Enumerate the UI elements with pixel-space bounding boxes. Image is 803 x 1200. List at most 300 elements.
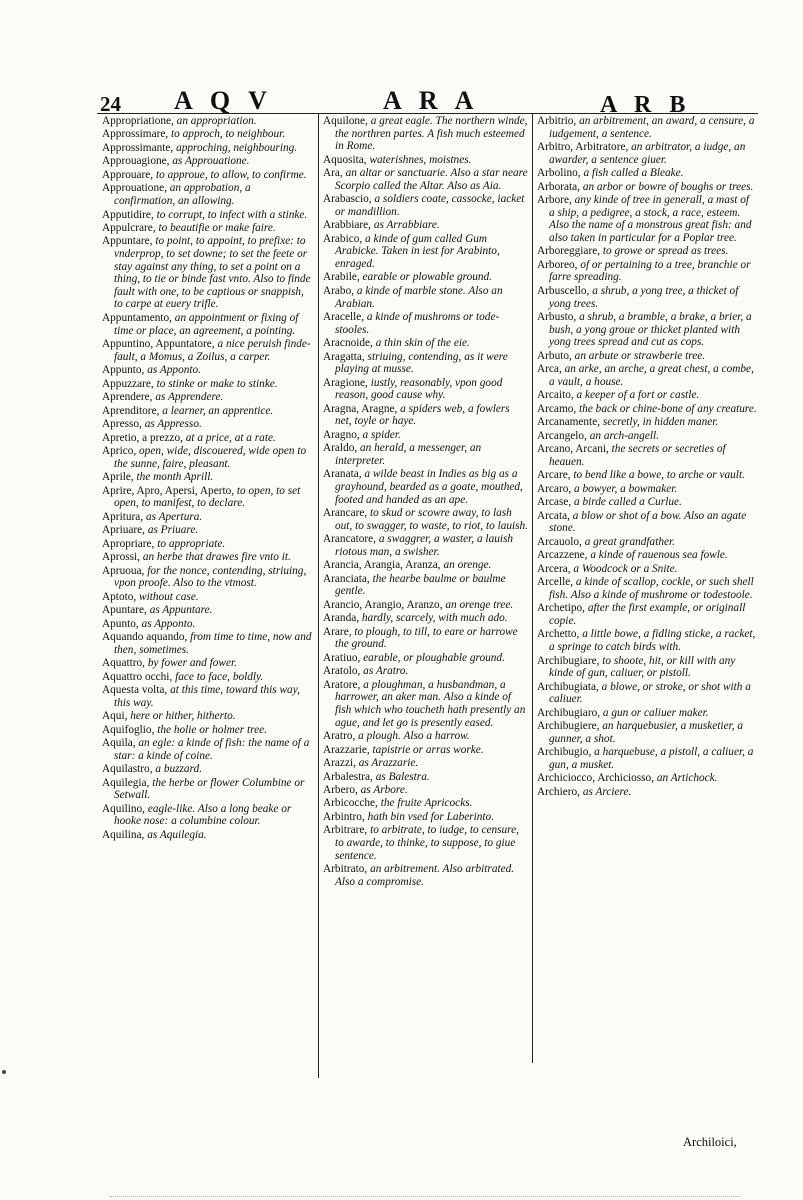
- definition: as Apponto.: [141, 617, 196, 630]
- headword: Arcanamente,: [537, 416, 601, 429]
- headword: Arcaito,: [537, 389, 574, 402]
- definition: as Arrabbiare.: [373, 219, 440, 232]
- definition: to plough, to till, to eare or harrowe the ground.: [335, 625, 518, 651]
- definition: as Apertura.: [145, 510, 203, 523]
- definition: after the first example, or originall copie.: [549, 602, 746, 627]
- definition: an harquebusier, a musketier, a gunner, a shot.: [549, 720, 744, 745]
- dictionary-entry: [102, 128, 314, 141]
- column-divider-2: [532, 113, 533, 1063]
- dictionary-entry: [323, 757, 528, 770]
- headword: Aragna, Aragne,: [323, 402, 398, 415]
- definition: hardly, scarcely, with much ado.: [361, 612, 508, 625]
- headword: Apropriare,: [102, 537, 155, 550]
- definition: to growe or spread as trees.: [602, 245, 729, 258]
- dictionary-entry: [537, 245, 757, 258]
- column-divider-1: [318, 113, 319, 1078]
- dictionary-entry: [102, 142, 314, 155]
- headword: Archibugiaro,: [537, 706, 601, 719]
- definition: a shrub, a bramble, a brake, a brier, a bush, a yong groue or thicket planted with yong trees spread and cut as cops.: [549, 311, 752, 349]
- dictionary-entry: [323, 154, 528, 167]
- dictionary-entry: [102, 378, 314, 391]
- headword: Arcase,: [537, 496, 572, 509]
- dictionary-entry: [102, 803, 314, 828]
- headword: Arbitrato,: [323, 863, 368, 876]
- dictionary-entry: [102, 418, 314, 431]
- definition: approching, neighbouring.: [176, 141, 298, 154]
- definition: a soldiers coate, cassocke, iacket or mandillion.: [335, 193, 525, 218]
- definition: a kinde of scallop, cockle, or such shell fish. Also a kinde of mushrome or todestoole.: [549, 576, 754, 601]
- definition: here or hither, hitherto.: [130, 710, 236, 723]
- definition: to open, to set open, to manifest, to declare.: [114, 484, 301, 510]
- headword: Arazzarie,: [323, 743, 370, 756]
- headword: Aragione,: [323, 376, 368, 389]
- definition: iustly, reasonably, vpon good reason, good cause why.: [335, 376, 503, 402]
- definition: a great eagle. The northern winde, the northren partes. A fish much esteemed in Rome.: [335, 115, 528, 153]
- dictionary-entry: [537, 194, 757, 244]
- definition: secretly, in hidden maner.: [602, 416, 719, 429]
- headword: Aracelle,: [323, 311, 365, 324]
- headword: Approssimare,: [102, 128, 169, 141]
- headword: Archetto,: [537, 628, 580, 641]
- definition: at this time, toward this way, this way.: [114, 684, 300, 709]
- dictionary-entry: [102, 684, 314, 709]
- dictionary-entry: [323, 115, 528, 153]
- definition: a gun or caliuer maker.: [602, 706, 709, 719]
- dictionary-entry: [102, 565, 314, 590]
- headword: Arbintro,: [323, 810, 365, 823]
- catchword: Archiloici,: [683, 1135, 737, 1149]
- headword: Arboreo,: [537, 258, 578, 271]
- definition: a blowe, or stroke, or shot with a caliuer.: [549, 680, 751, 706]
- dictionary-entry: [102, 338, 314, 363]
- headword: Approuatione,: [102, 182, 167, 195]
- dictionary-entry: [102, 763, 314, 776]
- dictionary-entry: [537, 496, 757, 509]
- headword: Apuntare,: [102, 604, 147, 617]
- definition: a swaggrer, a waster, a lauish riotous man, a swisher.: [335, 533, 514, 558]
- headword: Arbero,: [323, 784, 358, 796]
- headword: Arabbiare,: [323, 219, 371, 232]
- dictionary-entry: [102, 312, 314, 337]
- headword: Arbusto,: [537, 311, 577, 324]
- dictionary-entry: [537, 720, 757, 745]
- definition: as Arbore.: [360, 784, 408, 796]
- headword: Aragatta,: [323, 350, 365, 363]
- definition: a learner, an apprentice.: [162, 404, 274, 417]
- headword: Arborata,: [537, 180, 580, 193]
- headword: Aprico,: [102, 444, 137, 457]
- headword: Arcata,: [537, 509, 570, 522]
- headword: Archibugiata,: [537, 680, 599, 693]
- headword: Arbicocche,: [323, 797, 378, 810]
- dictionary-entry: [102, 471, 314, 484]
- dictionary-entry: [102, 169, 314, 182]
- definition: earable or plowable ground.: [362, 271, 493, 284]
- dictionary-entry: [323, 784, 528, 797]
- headword: Arancatore,: [323, 533, 376, 546]
- definition: by fower and fower.: [147, 657, 237, 670]
- headword: Aratore,: [323, 678, 361, 691]
- dictionary-entry: [102, 182, 314, 207]
- definition: a ploughman, a husbandman, a harrower, an aker man. Also a kinde of fish which who toucheth hath presently an ague, and let go is presently eased.: [335, 678, 526, 729]
- definition: a bowyer, a bowmaker.: [574, 482, 678, 495]
- dictionary-entry: [537, 549, 757, 562]
- headword: Apruoua,: [102, 564, 145, 577]
- headword: Aquifoglio,: [102, 723, 155, 736]
- dictionary-entry: [537, 389, 757, 402]
- headword: Archibugiare,: [537, 654, 600, 667]
- dictionary-entry: [537, 181, 757, 194]
- dictionary-entry: [102, 115, 314, 128]
- definition: waterishnes, moistnes.: [369, 153, 472, 166]
- headword: Arare,: [323, 625, 352, 638]
- dictionary-entry: [323, 730, 528, 743]
- definition: a thin skin of the eie.: [375, 337, 470, 350]
- headword: Arcera,: [537, 562, 571, 575]
- definition: to skud or scowre away, to lash out, to swagger, to waste, to riot, to lauish.: [335, 507, 529, 532]
- dictionary-entry: [537, 416, 757, 429]
- headword: Aprenditore,: [102, 404, 160, 417]
- page-number: 24: [100, 92, 121, 116]
- definition: open, wide, discouered, wide open to the sunne, faire, pleasant.: [114, 444, 307, 470]
- dictionary-entry: [537, 655, 757, 680]
- dictionary-entry: [537, 285, 757, 310]
- dictionary-entry: [537, 628, 757, 653]
- headword: Arcano, Arcani,: [537, 443, 609, 456]
- dictionary-entry: [323, 337, 528, 350]
- dictionary-entry: [102, 524, 314, 537]
- headword: Arabico,: [323, 232, 363, 245]
- headword: Appunto,: [102, 364, 145, 377]
- definition: as Aquilegia.: [147, 828, 207, 841]
- headword: Arancio, Arangio, Aranzo,: [323, 598, 443, 611]
- definition: an arbor or bowre of boughs or trees.: [582, 180, 754, 193]
- running-header: [0, 86, 803, 116]
- headword: Arcauolo,: [537, 535, 582, 548]
- dictionary-entry: [102, 538, 314, 551]
- headword: Arcamo,: [537, 402, 577, 415]
- dictionary-entry: [323, 652, 528, 665]
- definition: a keeper of a fort or castle.: [576, 389, 700, 402]
- headword: Appuzzare,: [102, 377, 154, 390]
- headword: Aprile,: [102, 471, 134, 484]
- headword: Aquila,: [102, 737, 136, 750]
- definition: an herald, a messenger, an interpreter.: [335, 442, 482, 467]
- dictionary-entry: [323, 193, 528, 218]
- definition: hath bin vsed for Laberinto.: [367, 810, 495, 823]
- headword: Aracnoide,: [323, 337, 373, 350]
- dictionary-entry: [102, 222, 314, 235]
- headword: Aquattro,: [102, 657, 145, 670]
- headword: Aratiuo,: [323, 651, 361, 664]
- dictionary-entry: [323, 429, 528, 442]
- headword: Araldo,: [323, 442, 358, 455]
- headword: Archiero,: [537, 785, 580, 798]
- headword: Arbitrio,: [537, 115, 577, 127]
- definition: as Arazzarie.: [358, 757, 419, 770]
- column-middle: [323, 115, 528, 889]
- headword: Archetipo,: [537, 602, 585, 615]
- headword: Approuare,: [102, 168, 154, 181]
- headword: Aquosita,: [323, 153, 367, 166]
- definition: a Woodcock or a Snite.: [573, 562, 678, 575]
- headword: Arbuscello,: [537, 284, 590, 297]
- headword: Arazzi,: [323, 757, 356, 770]
- headword: Arbitro, Arbitratore,: [537, 141, 629, 154]
- definition: a kinde of gum called Gum Arabicke. Taken in iest for Arabinto, enraged.: [335, 232, 500, 270]
- headword: Arabascio,: [323, 193, 372, 206]
- headword: Apputidire,: [102, 208, 154, 221]
- headword: Aranda,: [323, 612, 360, 625]
- headword: Archiciocco, Archiciosso,: [537, 772, 655, 785]
- headword: Arabile,: [323, 271, 360, 284]
- dictionary-entry: [102, 432, 314, 445]
- dictionary-entry: [323, 468, 528, 506]
- definition: the herbe or flower Columbine or Setwall.: [114, 776, 305, 802]
- dictionary-entry: [102, 671, 314, 684]
- dictionary-entry: [323, 403, 528, 428]
- definition: as Appuntare.: [149, 604, 213, 617]
- definition: as Apponto.: [147, 364, 201, 377]
- dictionary-entry: [323, 863, 528, 888]
- dictionary-entry: [537, 141, 757, 166]
- definition: a wilde beast in Indies as big as a grayhound, bearded as a goate, mouthed, footed and handed as an ape.: [335, 468, 523, 506]
- dictionary-entry: [102, 829, 314, 842]
- definition: face to face, boldly.: [175, 670, 264, 683]
- dictionary-entry: [102, 631, 314, 656]
- footer-line: [110, 1196, 740, 1197]
- headword: Arbore,: [537, 194, 572, 207]
- definition: a harquebuse, a pistoll, a caliuer, a gun, a musket.: [549, 746, 754, 771]
- dictionary-entry: [537, 536, 757, 549]
- dictionary-entry: [537, 350, 757, 363]
- dictionary-entry: [323, 559, 528, 572]
- headword: Aquilino,: [102, 802, 145, 815]
- definition: as Arciere.: [582, 785, 632, 798]
- headword: Appropriatione,: [102, 115, 174, 127]
- definition: of or pertaining to a tree, branchie or farre spreading.: [549, 258, 751, 284]
- dictionary-entry: [102, 155, 314, 168]
- definition: a buzzard.: [155, 763, 203, 776]
- headword: Aquando aquando,: [102, 631, 188, 644]
- dictionary-entry: [323, 285, 528, 310]
- definition: a blow or shot of a bow. Also an agate stone.: [549, 509, 747, 535]
- headword: Arcaro,: [537, 482, 572, 495]
- headword: Arboreggiare,: [537, 245, 601, 258]
- dictionary-entry: [537, 443, 757, 468]
- definition: a kinde of marble stone. Also an Arabian.: [335, 284, 503, 310]
- headword: Arbitrare,: [323, 824, 368, 837]
- dictionary-entry: [323, 442, 528, 467]
- definition: for the nonce, contending, striuing, vpon proofe. Also to the vtmost.: [114, 564, 307, 590]
- dictionary-entry: [537, 707, 757, 720]
- definition: an orenge tree.: [445, 598, 514, 611]
- headword: Arancia, Arangia, Aranza,: [323, 559, 441, 572]
- dictionary-entry: [537, 602, 757, 627]
- dictionary-entry: [323, 599, 528, 612]
- headword: Arcare,: [537, 469, 571, 482]
- definition: to stinke or make to stinke.: [156, 377, 278, 390]
- definition: an appropriation.: [176, 115, 257, 127]
- definition: to approch, to neighbour.: [171, 128, 286, 141]
- dictionary-entry: [323, 612, 528, 625]
- definition: the back or chine-bone of any creature.: [579, 402, 757, 415]
- dictionary-entry: [102, 485, 314, 510]
- dictionary-entry: [537, 115, 757, 140]
- definition: an arke, an arche, a great chest, a combe, a vault, a house.: [549, 363, 754, 388]
- dictionary-entry: [102, 657, 314, 670]
- definition: a plough. Also a harrow.: [358, 730, 470, 743]
- dictionary-entry: [537, 403, 757, 416]
- headword: Aratro,: [323, 730, 356, 743]
- definition: to arbitrate, to iudge, to censure, to awarde, to thinke, to suppose, to giue sentence.: [335, 824, 519, 862]
- headword: Appuntamento,: [102, 311, 172, 324]
- definition: an arbitrement. Also arbitrated. Also a compromise.: [335, 863, 515, 888]
- dictionary-entry: [323, 824, 528, 862]
- definition: from time to time, now and then, sometimes.: [114, 631, 312, 656]
- dictionary-entry: [323, 573, 528, 598]
- definition: an altar or sanctuarie. Also a star neare Scorpio called the Altar. Also as Aia.: [335, 167, 528, 192]
- headword: Ara,: [323, 167, 343, 180]
- dictionary-entry: [102, 591, 314, 604]
- definition: to appropriate.: [157, 537, 226, 550]
- headword: Arabo,: [323, 284, 355, 297]
- definition: earable, or ploughable ground.: [363, 651, 505, 664]
- definition: a birde called a Curlue.: [574, 496, 682, 509]
- dictionary-entry: [323, 233, 528, 271]
- dictionary-entry: [323, 811, 528, 824]
- dictionary-entry: [102, 551, 314, 564]
- headword: Aratolo,: [323, 665, 361, 678]
- definition: a great grandfather.: [584, 535, 675, 548]
- definition: a kinde of rauenous sea fowle.: [590, 549, 728, 562]
- definition: to shoote, hit, or kill with any kinde of gun, caliuer, or pistoll.: [549, 654, 736, 680]
- dictionary-entry: [537, 363, 757, 388]
- definition: as Appresso.: [144, 418, 202, 431]
- headword: Aquilina,: [102, 828, 145, 841]
- headword: Arca,: [537, 363, 562, 376]
- headword: Archibugio,: [537, 746, 592, 759]
- definition: striuing, contending, as it were playing at musse.: [335, 350, 508, 376]
- definition: an arbute or strawberie tree.: [574, 349, 706, 362]
- headword: Appuntare,: [102, 235, 153, 248]
- definition: to corrupt, to infect with a stinke.: [156, 208, 308, 221]
- headword: Aqui,: [102, 710, 128, 723]
- dictionary-entry: [102, 364, 314, 377]
- column-heading-1: A Q V: [174, 86, 273, 115]
- headword: Apretio, a prezzo,: [102, 431, 183, 444]
- definition: to bend like a bowe, to arche or vault.: [573, 469, 745, 482]
- definition: without case.: [139, 590, 199, 603]
- headword: Aprossi,: [102, 551, 140, 564]
- dictionary-entry: [537, 786, 757, 799]
- headword: Aquilastro,: [102, 763, 153, 776]
- definition: the secrets or secreties of heauen.: [549, 443, 726, 468]
- dictionary-entry: [537, 167, 757, 180]
- definition: the fruite Apricocks.: [380, 797, 473, 810]
- dictionary-entry: [102, 209, 314, 222]
- definition: as Balestra.: [375, 770, 430, 783]
- column-heading-3: A R B: [600, 92, 692, 118]
- headword: Apriuare,: [102, 524, 145, 537]
- definition: tapistrie or arras worke.: [372, 743, 484, 756]
- dictionary-entry: [537, 510, 757, 535]
- definition: as Priuare.: [147, 524, 199, 537]
- dictionary-entry: [537, 430, 757, 443]
- definition: an Artichock.: [656, 772, 718, 785]
- definition: a spider.: [362, 428, 401, 441]
- definition: an arbitrement, an award, a censure, a iudgement, a sentence.: [549, 115, 755, 140]
- definition: to point, to appoint, to prefixe: to vnderprop, to set downe; to set the feete or stay against any thing, to set a point on a thing, to tie or binde fast vnto. Also to finde fault with one, to be captious or snappish, to carpe at euery trifle.: [114, 235, 311, 311]
- dictionary-entry: [323, 219, 528, 232]
- dictionary-entry: [102, 391, 314, 404]
- definition: a nice peruish finde-fault, a Momus, a Zoilus, a carper.: [114, 338, 311, 363]
- dictionary-entry: [537, 483, 757, 496]
- dictionary-entry: [102, 235, 314, 311]
- headword: Arcelle,: [537, 576, 574, 589]
- headword: Approssimante,: [102, 141, 174, 154]
- headword: Aquattro occhi,: [102, 670, 173, 683]
- dictionary-entry: [537, 469, 757, 482]
- dictionary-entry: [323, 271, 528, 284]
- column-heading-2: A R A: [383, 86, 480, 115]
- definition: a fish called a Bleake.: [583, 167, 684, 180]
- dictionary-entry: [537, 576, 757, 601]
- header-rule: [97, 113, 758, 114]
- definition: an egle: a kinde of fish: the name of a star: a kinde of coine.: [114, 737, 310, 762]
- column-left: [102, 115, 314, 842]
- definition: the hearbe baulme or baulme gentle.: [335, 572, 506, 598]
- headword: Aprire, Apro, Apersi, Aperto,: [102, 484, 235, 497]
- headword: Aquilegia,: [102, 776, 150, 789]
- dictionary-entry: [102, 604, 314, 617]
- headword: Aquesta volta,: [102, 684, 168, 697]
- dictionary-entry: [102, 724, 314, 737]
- dictionary-entry: [323, 533, 528, 558]
- headword: Appuntino, Appuntatore,: [102, 338, 215, 350]
- dictionary-entry: [323, 311, 528, 336]
- headword: Arcangelo,: [537, 429, 587, 442]
- headword: Aquilone,: [323, 115, 368, 127]
- headword: Arbolino,: [537, 167, 581, 180]
- definition: a kinde of mushroms or tode-stooles.: [335, 311, 500, 336]
- headword: Aranata,: [323, 468, 362, 481]
- dictionary-entry: [102, 405, 314, 418]
- definition: any kinde of tree in generall, a mast of a ship, a pedigree, a stock, a race, esteem. Also the name of a monstrous great fish: and also taken in particular for a Poplar tree.: [549, 194, 752, 244]
- definition: as Approuatione.: [172, 155, 250, 168]
- dictionary-entry: [323, 351, 528, 376]
- dictionary-entry: [537, 311, 757, 349]
- definition: as Aratro.: [363, 665, 409, 678]
- headword: Aprendere,: [102, 391, 153, 404]
- dictionary-entry: [323, 665, 528, 678]
- definition: the month Aprill.: [136, 471, 214, 484]
- dictionary-entry: [537, 563, 757, 576]
- definition: the holie or holmer tree.: [157, 723, 267, 736]
- dictionary-entry: [323, 744, 528, 757]
- headword: Archibugiere,: [537, 720, 600, 733]
- dictionary-entry: [102, 511, 314, 524]
- headword: Apunto,: [102, 617, 139, 630]
- definition: a shrub, a yong tree, a thicket of yong trees.: [549, 284, 739, 310]
- headword: Apritura,: [102, 510, 144, 523]
- dictionary-entry: [323, 797, 528, 810]
- dictionary-entry: [537, 746, 757, 771]
- dictionary-entry: [102, 777, 314, 802]
- headword: Apresso,: [102, 418, 142, 431]
- headword: Arancare,: [323, 507, 368, 520]
- definition: a spiders web, a fowlers net, toyle or haye.: [335, 402, 510, 428]
